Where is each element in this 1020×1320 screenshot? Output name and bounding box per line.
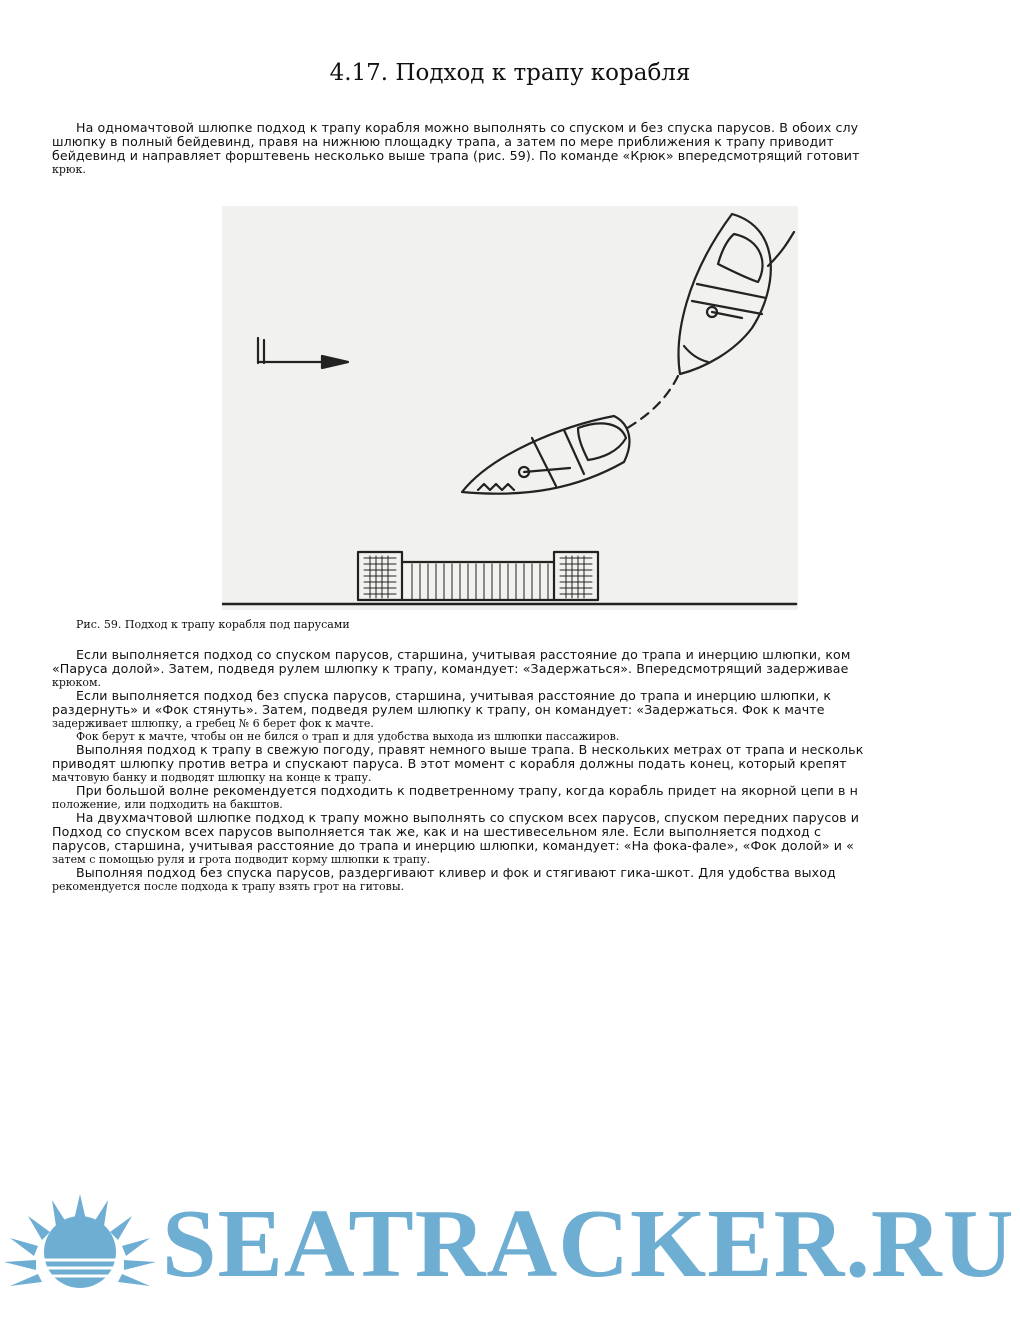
ladder-icon [358, 552, 598, 600]
boat-bottom-icon [462, 416, 629, 494]
figure-59 [222, 206, 798, 610]
text-line: Фок берут к мачте, чтобы он не бился о трап и для удобства выхода из шлюпки пассажиров. [76, 730, 620, 743]
text-line: На двухмачтовой шлюпке подход к трапу можно выполнять со спуском всех парусов, спуском передних парусов и [76, 811, 860, 825]
section-title: 4.17. Подход к трапу корабля [329, 60, 691, 86]
text-line: «Паруса долой». Затем, подведя рулем шлюпку к трапу, командует: «Задержаться». Впередсмотрящий задерживае [52, 662, 849, 676]
text-line: На одномачтовой шлюпке подход к трапу корабля можно выполнять со спуском и без спуска парусов. В обоих слу [76, 121, 859, 135]
text-line: шлюпку в полный бейдевинд, правя на нижнюю площадку трапа, а затем по мере приближения к трапу приводит [52, 135, 834, 149]
text-line: бейдевинд и направляет форштевень несколько выше трапа (рис. 59). По команде «Крюк» впередсмотрящий готовит [52, 149, 860, 163]
course-line [624, 376, 678, 430]
text-line: Если выполняется подход без спуска парусов, старшина, учитывая расстояние до трапа и инерцию шлюпки, к [76, 689, 832, 703]
text-line: раздернуть» и «Фок стянуть». Затем, подведя рулем шлюпку к трапу, он командует: «Задержаться. Фок к мачте [52, 703, 825, 717]
text-line: рекомендуется после подхода к трапу взять грот на гитовы. [52, 880, 405, 893]
text-line: парусов, старшина, учитывая расстояние до трапа и инерцию шлюпки, командует: «На фока-фале», «Фок долой» и « [52, 839, 854, 853]
text-line: положение, или подходить на бакштов. [52, 798, 283, 811]
text-line: Если выполняется подход со спуском парусов, старшина, учитывая расстояние до трапа и инерцию шлюпки, ком [76, 648, 851, 662]
text-line: Выполняя подход к трапу в свежую погоду, правят немного выше трапа. В нескольких метрах от трапа и нескольк [76, 743, 864, 757]
text-line: задерживает шлюпку, а гребец № 6 берет фок к мачте. [52, 717, 374, 730]
boat-top-icon [679, 214, 794, 374]
text-line: Подход со спуском всех парусов выполняется так же, как и на шестивесельном яле. Если выполняется подход с [52, 825, 821, 839]
intro-paragraph [52, 121, 992, 176]
watermark-logo [0, 1190, 1020, 1320]
text-line: затем с помощью руля и грота подводит корму шлюпки к трапу. [52, 853, 431, 866]
watermark-text: SEATRACKER.RU [162, 1190, 1015, 1298]
text-line: Выполняя подход без спуска парусов, раздергивают кливер и фок и стягивают гика-шкот. Для удобства выход [76, 866, 836, 880]
text-line: крюком. [52, 676, 102, 689]
text-line: При большой волне рекомендуется подходить к подветренному трапу, когда корабль придет на якорной цепи в н [76, 784, 858, 798]
text-line: крюк. [52, 163, 86, 176]
approach-diagram [222, 206, 798, 610]
body-text [52, 648, 992, 893]
text-line: мачтовую банку и подводят шлюпку на конце к трапу. [52, 771, 372, 784]
sun-logo-icon [0, 1190, 160, 1300]
wind-arrow-icon [258, 338, 348, 368]
text-line: приводят шлюпку против ветра и спускают паруса. В этот момент с корабля должны подать конец, который крепят [52, 757, 847, 771]
figure-caption: Рис. 59. Подход к трапу корабля под парусами [76, 618, 350, 631]
